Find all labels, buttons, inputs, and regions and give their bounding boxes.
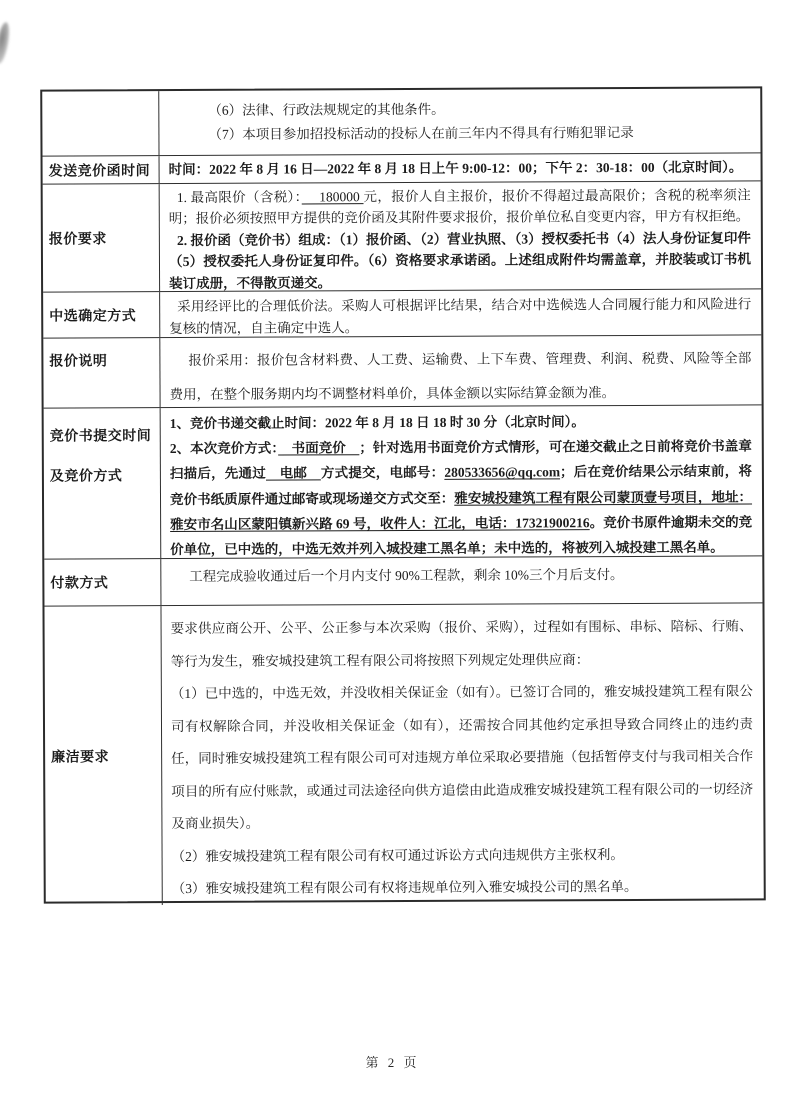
cell-quotation-description bbox=[160, 335, 761, 407]
cell-send-time bbox=[160, 153, 761, 183]
row-label-bid-submission-line2: 及竞价方式 bbox=[49, 469, 123, 485]
table-row-bid-submission bbox=[44, 404, 763, 558]
row-label-bid-submission-line1: 竞价书提交时间 bbox=[49, 429, 152, 445]
row-label-quotation-description: 报价说明 bbox=[43, 338, 160, 408]
paragraph: 1. 最高限价（含税）： 180000 元，报价人自主报价，报价不得超过最高限价；含税的税率须注明；报价必须按照甲方提供的竞价函及其附件要求报价，报价单位私自变更内容，甲方有权拒绝。 bbox=[168, 187, 751, 227]
paragraph: （2）雅安城投建筑工程有限公司有权可通过诉讼方式向违规供方主张权利。 bbox=[171, 846, 624, 864]
page-number: 第 2 页 bbox=[365, 1055, 420, 1070]
row-label-empty bbox=[42, 91, 159, 156]
cell-selection-method bbox=[160, 289, 761, 337]
paragraph: （1）已中选的，中选无效，并没收相关保证金（如有）。已签订合同的，雅安城投建筑工程有限公司有权解除合同，并没收相关保证金（如有），还需按合同其他约定承担导致合同终止的违约责任，同时雅安城投建筑工程有限公司可对违规方单位采取必要措施（包括暂停支付与我司相关合作项目的所有应付账款，或通过司法途径向供方追偿由此造成雅安城投建筑工程有限公司的一切经济及商业损失）。 bbox=[170, 683, 754, 832]
row-label-payment-method: 付款方式 bbox=[44, 559, 161, 606]
row-label-selection-method: 中选确定方式 bbox=[43, 292, 160, 338]
row-label-send-time: 发送竞价函时间 bbox=[43, 156, 160, 184]
table-row-quotation-description bbox=[43, 334, 761, 407]
cell-integrity-requirements bbox=[161, 603, 763, 905]
paragraph: （7）本项目参加招投标活动的投标人在前三年内不得具有行贿犯罪记录 bbox=[208, 124, 634, 142]
paragraph: （3）雅安城投建筑工程有限公司有权将违规单位列入雅安城投公司的黑名单。 bbox=[171, 878, 638, 897]
paragraph: 时间：2022 年 8 月 16 日—2022 年 8 月 18 日上午 9:00-12：00；下午 2：30-18：00（北京时间）。 bbox=[168, 159, 743, 178]
paragraph: 工程完成验收通过后一个月内支付 90%工程款，剩余 10%三个月后支付。 bbox=[189, 567, 624, 584]
paragraph: 2. 报价函（竞价书）组成：（1）报价函、（2）营业执照、（3）授权委托书（4）法人身份证复印件（5）授权委托人身份证复印件。（6）资格要求承诺函。上述组成附件均需盖章，并胶装或订书机装订成册，不得散页递交。 bbox=[168, 230, 752, 291]
paragraph: （6）法律、行政法规规定的其他条件。 bbox=[208, 101, 445, 118]
row-label-bid-submission bbox=[44, 408, 162, 559]
table-row-quotation-requirements bbox=[43, 180, 761, 291]
cell-payment-method bbox=[161, 556, 762, 605]
table-row-selection-method bbox=[43, 288, 761, 337]
table-row-send-time bbox=[43, 152, 761, 183]
paragraph: 要求供应商公开、公平、公正参与本次采购（报价、采购），过程如有围标、串标、陪标、行贿、等行为发生，雅安城投建筑工程有限公司将按照下列规定处理供应商： bbox=[170, 618, 753, 669]
procurement-notice-table bbox=[40, 86, 766, 903]
paragraph: 1、竞价书递交截止时间：2022 年 8 月 18 日 18 时 30 分（北京时间）。 bbox=[169, 414, 585, 432]
row-label-integrity-requirements: 廉洁要求 bbox=[44, 606, 162, 906]
binding-mark bbox=[0, 21, 12, 64]
table-row-continued-conditions bbox=[42, 88, 760, 155]
table-row-payment-method bbox=[44, 555, 762, 605]
table-row-integrity-requirements bbox=[44, 602, 763, 905]
cell-quotation-requirements bbox=[160, 181, 761, 291]
paragraph: 2、本次竞价方式： 书面竞价 ；针对选用书面竞价方式情形，可在递交截止之日前将竞价书盖章扫描后，先通过 电邮 方式提交，电邮号：280533656@qq.com；后在竞价结果公示结束前，将竞价书纸质原件通过邮寄或现场递交方式交至：雅安城投建筑工程有限公司蒙顶壹号项目，地址：雅安市名山区蒙阳镇新兴路 69 号，收件人：江北，电话：17321900216。竞价书原件逾期未交的竞价单位，已中选的，中选无效并列入城投建工黑名单；未中选的，将被列入城投建工黑名单。 bbox=[169, 438, 753, 558]
row-label-quotation-requirements: 报价要求 bbox=[43, 184, 160, 292]
paragraph: 采用经评比的合理低价法。采购人可根据评比结果，结合对中选候选人合同履行能力和风险进行复核的情况，自主确定中选人。 bbox=[169, 296, 752, 337]
paragraph: 报价采用：报价包含材料费、人工费、运输费、上下车费、管理费、利润、税费、风险等全部费用，在整个服务期内均不调整材料单价，具体金额以实际结算金额为准。 bbox=[169, 350, 752, 403]
cell-continued-conditions bbox=[159, 88, 760, 155]
cell-bid-submission bbox=[161, 405, 763, 558]
